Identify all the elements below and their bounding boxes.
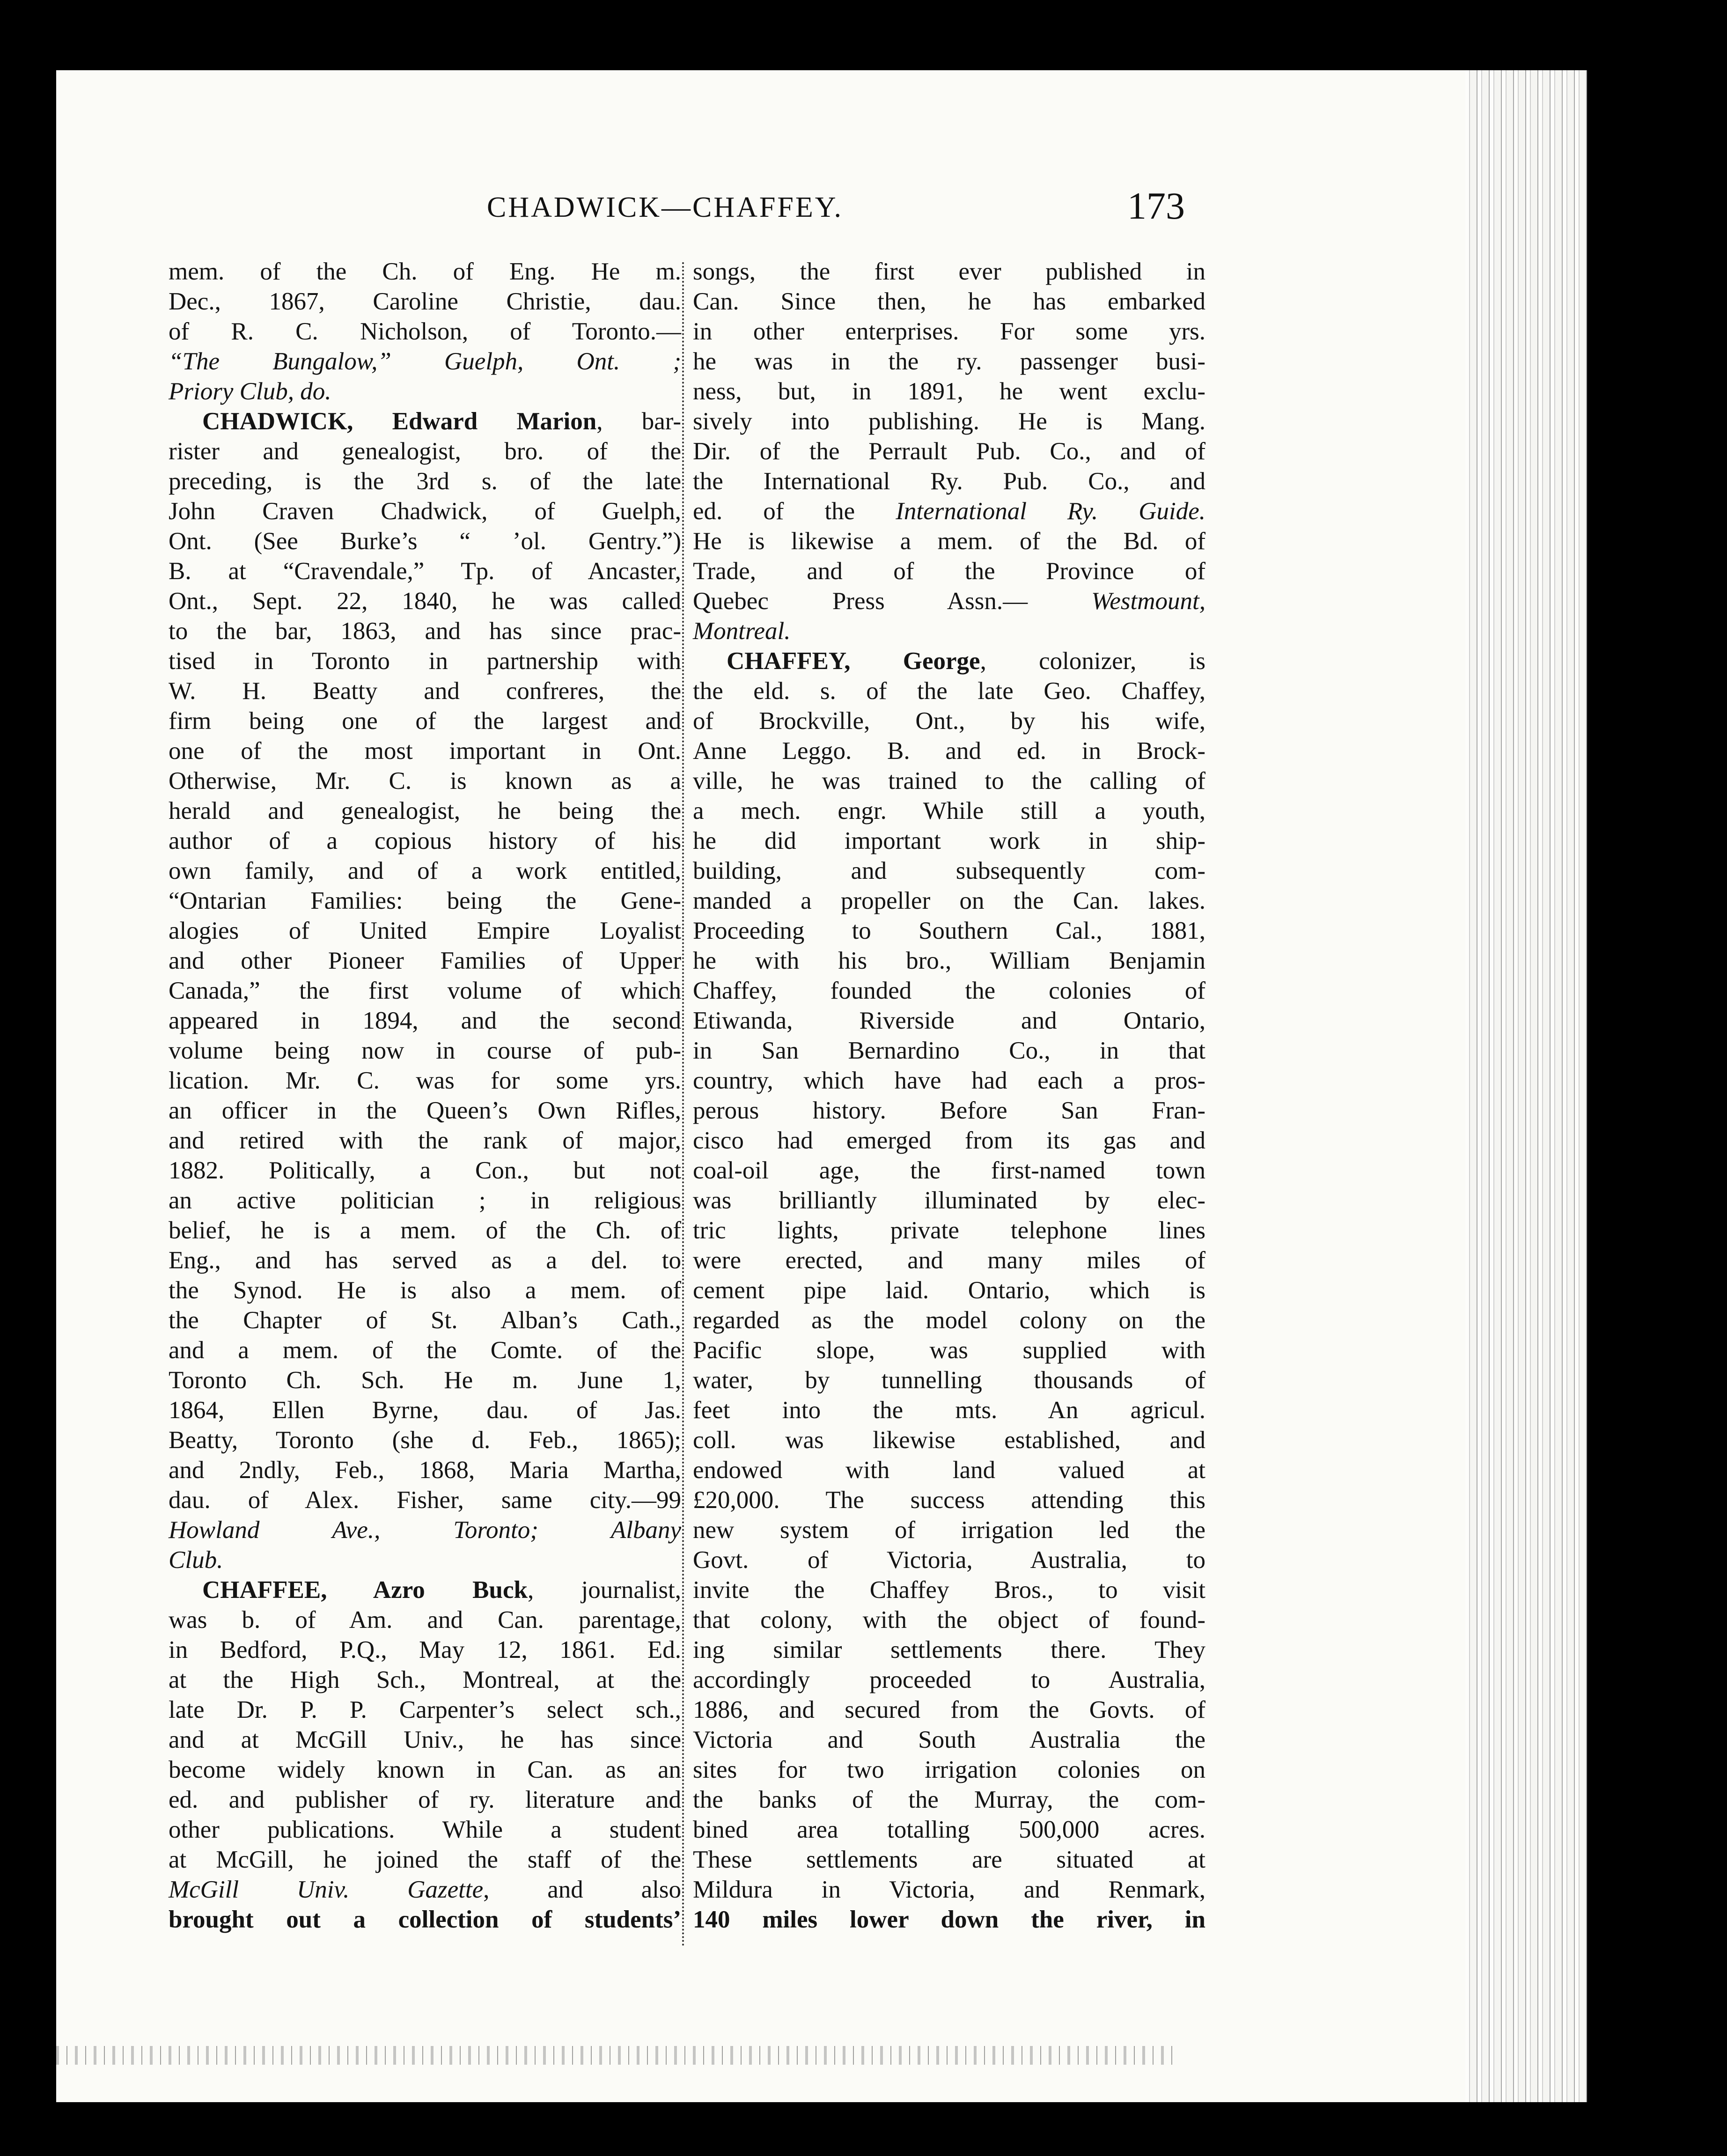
- line-text: building, and subsequently com-: [693, 857, 1205, 884]
- text-line: [169, 346, 681, 376]
- text-line: [693, 436, 1205, 466]
- entry-headword: CHAFFEY, George: [727, 648, 980, 675]
- text-line: [693, 1275, 1205, 1305]
- line-text: 1886, and secured from the Govts. of: [693, 1696, 1205, 1723]
- line-text: Can. Since then, he has embarked: [693, 288, 1205, 315]
- line-text: was b. of Am. and Can. parentage,: [169, 1606, 681, 1634]
- text-line: [169, 796, 681, 826]
- text-line: [169, 1006, 681, 1036]
- text-line: [169, 1875, 681, 1905]
- text-line: [693, 1545, 1205, 1575]
- text-line: [693, 1305, 1205, 1335]
- line-text: he was in the ry. passenger busi-: [693, 348, 1205, 375]
- line-text: and at McGill Univ., he has since: [169, 1726, 681, 1753]
- line-text: Howland Ave., Toronto; Albany: [169, 1516, 681, 1544]
- line-text: Eng., and has served as a del. to: [169, 1247, 681, 1274]
- text-line: [693, 1185, 1205, 1215]
- line-text: late Dr. P. P. Carpenter’s select sch.,: [169, 1696, 681, 1723]
- text-line: [693, 1066, 1205, 1096]
- text-line: [169, 1455, 681, 1485]
- text-line: [169, 1155, 681, 1185]
- line-text: ville, he was trained to the calling of: [693, 767, 1205, 795]
- text-line: [169, 586, 681, 616]
- text-line: [693, 1425, 1205, 1455]
- column-divider: [682, 262, 684, 1948]
- line-text: 140 miles lower down the river, in: [693, 1906, 1205, 1933]
- line-text: These settlements are situated at: [693, 1846, 1205, 1873]
- text-line: [693, 406, 1205, 436]
- line-text: the Synod. He is also a mem. of: [169, 1277, 681, 1304]
- text-line: [169, 736, 681, 766]
- text-line: [169, 1605, 681, 1635]
- text-line: [693, 1665, 1205, 1695]
- text-line: [693, 287, 1205, 316]
- line-text: brought out a collection of students’: [169, 1906, 681, 1933]
- line-text: bined area totalling 500,000 acres.: [693, 1816, 1205, 1843]
- italic-title: McGill Univ. Gazette: [169, 1876, 484, 1903]
- text-line: [169, 1785, 681, 1815]
- line-text: firm being one of the largest and: [169, 707, 681, 735]
- text-line: [693, 316, 1205, 346]
- line-text: coal-oil age, the first-named town: [693, 1157, 1205, 1184]
- text-line: [693, 646, 1205, 676]
- text-line: [169, 916, 681, 946]
- line-text: £20,000. The success attending this: [693, 1486, 1205, 1514]
- text-line: [169, 1425, 681, 1455]
- line-text: rister and genealogist, bro. of the: [169, 438, 681, 465]
- line-text: ed. of the: [693, 498, 896, 525]
- text-line: [169, 826, 681, 856]
- text-line: [693, 346, 1205, 376]
- text-line: [169, 496, 681, 526]
- text-line: [169, 1395, 681, 1425]
- line-text: water, by tunnelling thousands of: [693, 1367, 1205, 1394]
- line-text: Victoria and South Australia the: [693, 1726, 1205, 1753]
- line-text: perous history. Before San Fran-: [693, 1097, 1205, 1124]
- text-line: [693, 706, 1205, 736]
- text-line: [693, 826, 1205, 856]
- line-text: Trade, and of the Province of: [693, 558, 1205, 585]
- text-line: [693, 1006, 1205, 1036]
- line-text: accordingly proceeded to Australia,: [693, 1666, 1205, 1693]
- text-line: [693, 1155, 1205, 1185]
- text-line: [169, 1725, 681, 1755]
- line-text: he with his bro., William Benjamin: [693, 947, 1205, 974]
- line-text: songs, the first ever published in: [693, 258, 1205, 285]
- line-text: mem. of the Ch. of Eng. He m.: [169, 258, 681, 285]
- line-text: Dir. of the Perrault Pub. Co., and of: [693, 438, 1205, 465]
- line-text: own family, and of a work entitled,: [169, 857, 681, 884]
- text-line: [693, 1485, 1205, 1515]
- line-text: W. H. Beatty and confreres, the: [169, 677, 681, 705]
- line-text: was brilliantly illuminated by elec-: [693, 1187, 1205, 1214]
- text-line: [693, 1725, 1205, 1755]
- entry-headword: CHADWICK, Edward Marion: [202, 408, 597, 435]
- text-line: [693, 1815, 1205, 1845]
- line-text: 1882. Politically, a Con., but not: [169, 1157, 681, 1184]
- text-line: [693, 856, 1205, 886]
- line-text: Ont., Sept. 22, 1840, he was called: [169, 588, 681, 615]
- line-text: one of the most important in Ont.: [169, 737, 681, 765]
- text-line: [169, 257, 681, 287]
- text-line: [169, 616, 681, 646]
- text-line: [169, 526, 681, 556]
- text-line: [169, 406, 681, 436]
- line-text: at the High Sch., Montreal, at the: [169, 1666, 681, 1693]
- text-line: [693, 586, 1205, 616]
- text-line: [693, 1096, 1205, 1126]
- text-line: [693, 1605, 1205, 1635]
- line-text: of R. C. Nicholson, of Toronto.—: [169, 318, 681, 345]
- line-text: Montreal.: [693, 618, 791, 645]
- line-text: preceding, is the 3rd s. of the late: [169, 468, 681, 495]
- line-text: Otherwise, Mr. C. is known as a: [169, 767, 681, 795]
- text-line: [693, 1245, 1205, 1275]
- text-line: [693, 736, 1205, 766]
- italic-title: Westmount,: [1091, 588, 1205, 615]
- line-text: Ont. (See Burke’s “ ’ol. Gentry.”): [169, 528, 681, 555]
- text-line: [169, 1545, 681, 1575]
- text-line: [693, 796, 1205, 826]
- text-line: [169, 466, 681, 496]
- line-text: of Brockville, Ont., by his wife,: [693, 707, 1205, 735]
- line-text: Toronto Ch. Sch. He m. June 1,: [169, 1367, 681, 1394]
- text-line: [693, 1335, 1205, 1365]
- line-text: endowed with land valued at: [693, 1457, 1205, 1484]
- line-text: the International Ry. Pub. Co., and: [693, 468, 1205, 495]
- line-text: were erected, and many miles of: [693, 1247, 1205, 1274]
- text-line: [693, 1215, 1205, 1245]
- text-line: [693, 526, 1205, 556]
- line-text: dau. of Alex. Fisher, same city.—99: [169, 1486, 681, 1514]
- text-line: [693, 257, 1205, 287]
- line-text: He is likewise a mem. of the Bd. of: [693, 528, 1205, 555]
- text-line: [693, 556, 1205, 586]
- text-line: [693, 1905, 1205, 1935]
- line-text: feet into the mts. An agricul.: [693, 1397, 1205, 1424]
- line-text: Quebec Press Assn.—: [693, 588, 1092, 615]
- text-line: [169, 556, 681, 586]
- text-line: [169, 1665, 681, 1695]
- text-line: [693, 976, 1205, 1006]
- line-text: become widely known in Can. as an: [169, 1756, 681, 1783]
- text-line: [693, 1036, 1205, 1066]
- text-line: [169, 646, 681, 676]
- line-text: a mech. engr. While still a youth,: [693, 797, 1205, 824]
- line-text: , journalist,: [527, 1576, 682, 1604]
- line-text: sively into publishing. He is Mang.: [693, 408, 1205, 435]
- line-text: to the bar, 1863, and has since prac-: [169, 618, 681, 645]
- text-line: [169, 1635, 681, 1665]
- right-column: [693, 257, 1205, 1935]
- line-text: at McGill, he joined the staff of the: [169, 1846, 681, 1873]
- text-line: [169, 676, 681, 706]
- text-line: [169, 706, 681, 736]
- text-line: [693, 1845, 1205, 1875]
- text-line: [169, 976, 681, 1006]
- line-text: that colony, with the object of found-: [693, 1606, 1205, 1634]
- text-line: [169, 1575, 681, 1605]
- text-line: [693, 766, 1205, 796]
- line-text: alogies of United Empire Loyalist: [169, 917, 681, 944]
- line-text: Canada,” the first volume of which: [169, 977, 681, 1004]
- italic-title: International Ry. Guide.: [896, 498, 1205, 525]
- text-line: [169, 436, 681, 466]
- page-number: 173: [1127, 184, 1185, 227]
- line-text: John Craven Chadwick, of Guelph,: [169, 498, 681, 525]
- text-line: [693, 946, 1205, 976]
- line-text: Priory Club, do.: [169, 378, 331, 405]
- line-text: and a mem. of the Comte. of the: [169, 1337, 681, 1364]
- line-text: regarded as the model colony on the: [693, 1307, 1205, 1334]
- line-text: and other Pioneer Families of Upper: [169, 947, 681, 974]
- text-line: [693, 676, 1205, 706]
- text-line: [169, 886, 681, 916]
- line-text: an active politician ; in religious: [169, 1187, 681, 1214]
- line-text: the banks of the Murray, the com-: [693, 1786, 1205, 1813]
- text-line: [169, 1096, 681, 1126]
- line-text: herald and genealogist, he being the: [169, 797, 681, 824]
- text-line: [693, 1395, 1205, 1425]
- text-line: [169, 1815, 681, 1845]
- line-text: country, which have had each a pros-: [693, 1067, 1205, 1094]
- text-line: [693, 1515, 1205, 1545]
- text-line: [169, 376, 681, 406]
- line-text: cisco had emerged from its gas and: [693, 1127, 1205, 1154]
- bottom-edge-noise: [56, 2046, 1180, 2065]
- text-line: [169, 1066, 681, 1096]
- line-text: tric lights, private telephone lines: [693, 1217, 1205, 1244]
- line-text: and retired with the rank of major,: [169, 1127, 681, 1154]
- entry-headword: CHAFFEE, Azro Buck: [202, 1576, 528, 1604]
- line-text: Etiwanda, Riverside and Ontario,: [693, 1007, 1205, 1034]
- text-line: [693, 1575, 1205, 1605]
- text-line: [169, 766, 681, 796]
- line-text: in San Bernardino Co., in that: [693, 1037, 1205, 1064]
- text-line: [693, 1365, 1205, 1395]
- line-text: B. at “Cravendale,” Tp. of Ancaster,: [169, 558, 681, 585]
- line-text: the eld. s. of the late Geo. Chaffey,: [693, 677, 1205, 705]
- text-line: [169, 1365, 681, 1395]
- text-line: [169, 1755, 681, 1785]
- text-line: [169, 1845, 681, 1875]
- text-line: [169, 1515, 681, 1545]
- text-line: [169, 1245, 681, 1275]
- text-line: [693, 886, 1205, 916]
- text-line: [169, 1485, 681, 1515]
- text-line: [169, 1335, 681, 1365]
- line-text: new system of irrigation led the: [693, 1516, 1205, 1544]
- text-line: [169, 287, 681, 316]
- line-text: Pacific slope, was supplied with: [693, 1337, 1205, 1364]
- line-text: cement pipe laid. Ontario, which is: [693, 1277, 1205, 1304]
- line-text: , bar-: [596, 408, 681, 435]
- line-text: 1864, Ellen Byrne, dau. of Jas.: [169, 1397, 681, 1424]
- line-text: other publications. While a student: [169, 1816, 681, 1843]
- text-line: [169, 1126, 681, 1155]
- line-text: , and also: [483, 1876, 681, 1903]
- text-line: [169, 946, 681, 976]
- line-text: “The Bungalow,” Guelph, Ont. ;: [169, 348, 681, 375]
- line-text: belief, he is a mem. of the Ch. of: [169, 1217, 681, 1244]
- line-text: ness, but, in 1891, he went exclu-: [693, 378, 1205, 405]
- line-text: Dec., 1867, Caroline Christie, dau.: [169, 288, 681, 315]
- line-text: Proceeding to Southern Cal., 1881,: [693, 917, 1205, 944]
- text-line: [169, 1036, 681, 1066]
- text-line: [693, 916, 1205, 946]
- line-text: he did important work in ship-: [693, 827, 1205, 854]
- text-line: [169, 1695, 681, 1725]
- line-text: , colonizer, is: [980, 648, 1205, 675]
- line-text: in Bedford, P.Q., May 12, 1861. Ed.: [169, 1636, 681, 1663]
- text-line: [169, 1185, 681, 1215]
- text-line: [169, 1305, 681, 1335]
- page-edge-binding: [1465, 70, 1587, 2102]
- line-text: ing similar settlements there. They: [693, 1636, 1205, 1663]
- line-text: appeared in 1894, and the second: [169, 1007, 681, 1034]
- text-line: [169, 1275, 681, 1305]
- text-line: [693, 376, 1205, 406]
- text-line: [693, 496, 1205, 526]
- text-line: [169, 1905, 681, 1935]
- line-text: “Ontarian Families: being the Gene-: [169, 887, 681, 914]
- line-text: an officer in the Queen’s Own Rifles,: [169, 1097, 681, 1124]
- line-text: Mildura in Victoria, and Renmark,: [693, 1876, 1205, 1903]
- line-text: in other enterprises. For some yrs.: [693, 318, 1205, 345]
- running-head: CHADWICK—CHAFFEY.: [487, 191, 843, 223]
- line-text: invite the Chaffey Bros., to visit: [693, 1576, 1205, 1604]
- text-line: [693, 1455, 1205, 1485]
- line-text: tised in Toronto in partnership with: [169, 648, 681, 675]
- text-line: [693, 1695, 1205, 1725]
- left-column: [169, 257, 681, 1935]
- text-line: [169, 316, 681, 346]
- line-text: lication. Mr. C. was for some yrs.: [169, 1067, 681, 1094]
- line-text: volume being now in course of pub-: [169, 1037, 681, 1064]
- line-text: and 2ndly, Feb., 1868, Maria Martha,: [169, 1457, 681, 1484]
- line-text: Chaffey, founded the colonies of: [693, 977, 1205, 1004]
- line-text: manded a propeller on the Can. lakes.: [693, 887, 1205, 914]
- line-text: author of a copious history of his: [169, 827, 681, 854]
- line-text: Club.: [169, 1546, 223, 1574]
- text-line: [693, 1875, 1205, 1905]
- text-line: [169, 856, 681, 886]
- line-text: Anne Leggo. B. and ed. in Brock-: [693, 737, 1205, 765]
- text-line: [693, 616, 1205, 646]
- text-line: [693, 1126, 1205, 1155]
- line-text: Beatty, Toronto (she d. Feb., 1865);: [169, 1427, 681, 1454]
- text-line: [693, 1755, 1205, 1785]
- text-line: [693, 1635, 1205, 1665]
- line-text: ed. and publisher of ry. literature and: [169, 1786, 681, 1813]
- line-text: sites for two irrigation colonies on: [693, 1756, 1205, 1783]
- text-line: [693, 1785, 1205, 1815]
- line-text: coll. was likewise established, and: [693, 1427, 1205, 1454]
- line-text: the Chapter of St. Alban’s Cath.,: [169, 1307, 681, 1334]
- text-line: [693, 466, 1205, 496]
- text-line: [169, 1215, 681, 1245]
- line-text: Govt. of Victoria, Australia, to: [693, 1546, 1205, 1574]
